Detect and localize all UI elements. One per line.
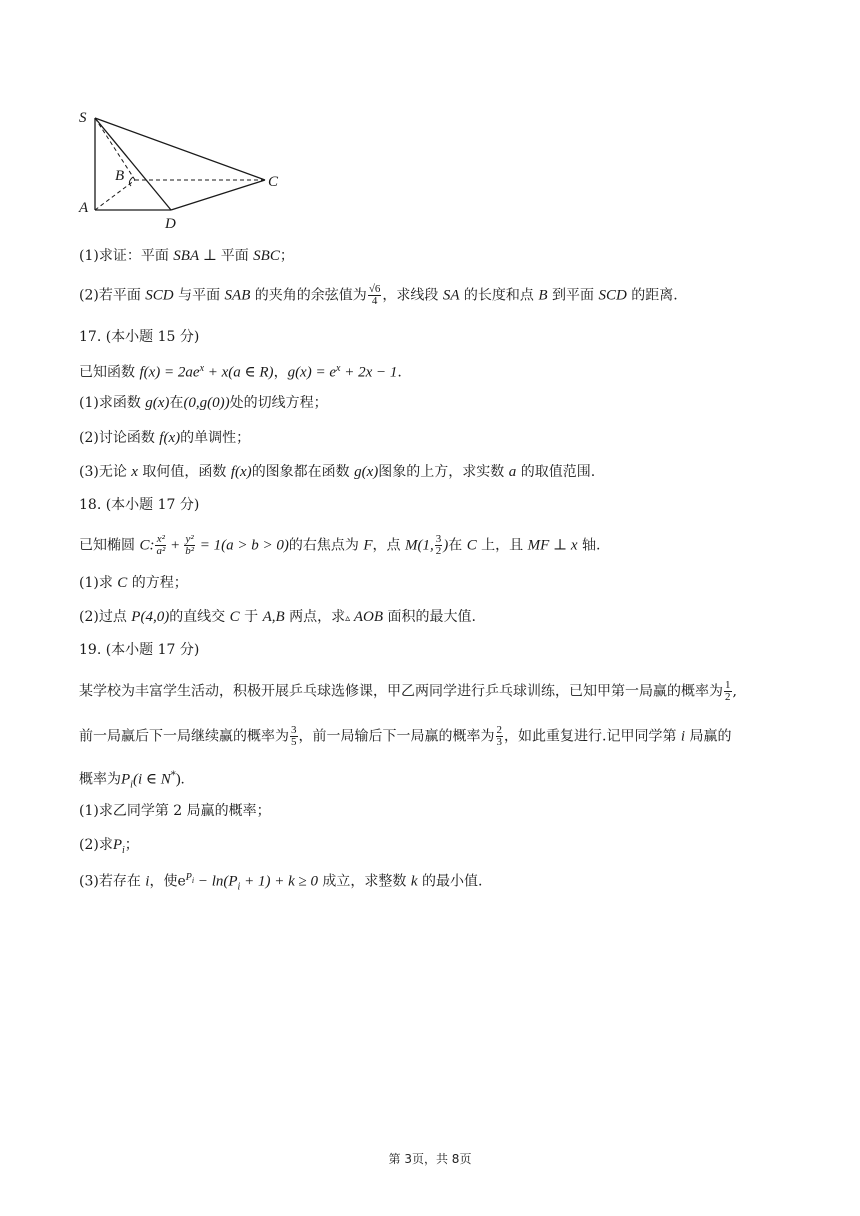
fraction-2-3: $\frac{2}{3}$ bbox=[496, 724, 502, 748]
label-b: B bbox=[115, 168, 125, 184]
fraction-x2-a2: $\frac{\text{x²}}{\text{a²}}$ bbox=[156, 533, 166, 557]
label-c: C bbox=[268, 174, 279, 190]
q18-header: 18. (本小题 17 分) bbox=[79, 497, 200, 513]
q19-part3: (3)若存在 i，使$e^{P_i} - \ln(P_i + 1) + k \ge 0$ 成立，求整数 k 的最小值. bbox=[79, 872, 483, 893]
label-d: D bbox=[165, 216, 176, 232]
fraction-3-5: $\frac{3}{5}$ bbox=[291, 724, 297, 748]
q19-line1: 某学校为丰富学生活动，积极开展乒乓球选修课，甲乙两同学进行乒乓球训练，已知甲第一局赢的概率为 $\frac{1}{2}$ , bbox=[79, 679, 737, 703]
q19-line2: 前一局赢后下一局继续赢的概率为 $\frac{3}{5}$ ，前一局输后下一局赢的概率为 $\frac{2}{3}$ ，如此重复进行.记甲同学第 i 局赢的 bbox=[79, 724, 732, 748]
q18-part1: (1)求 C 的方程； bbox=[79, 575, 188, 591]
triangle-symbol: ▵ bbox=[345, 613, 351, 624]
page-footer: 第 3页，共 8页 bbox=[388, 1152, 472, 1166]
q17-part1: (1)求函数 g(x)在(0,g(0))处的切线方程； bbox=[79, 395, 328, 411]
edge-ab bbox=[95, 180, 135, 210]
q17-part3: (3)无论 x 取何值，函数 f(x)的图象都在函数 g(x)图象的上方，求实数 a 的取值范围. bbox=[79, 464, 596, 480]
angle-mark bbox=[129, 177, 133, 186]
fraction-sqrt6-over-4: $\frac{√6}{4}$ bbox=[368, 283, 381, 307]
fraction-1-2: $\frac{1}{2}$ bbox=[725, 679, 731, 703]
q17-intro: 已知函数 $f(x) = 2ae^x + x(a$ ∈ R)，$g(x) = e^x + 2x - 1$. bbox=[79, 363, 402, 381]
fraction-3-2: $\frac{3}{2}$ bbox=[435, 533, 442, 557]
q16-part1: (1)求证：平面 SBA ⊥ 平面 SBC； bbox=[79, 248, 294, 264]
q16-part2: (2)若平面 SCD 与平面 SAB 的夹角的余弦值为 $\frac{√6}{4}$ ，求线段 SA 的长度和点 B 到平面 SCD 的距离. bbox=[79, 283, 678, 307]
q19-part1: (1)求乙同学第 2 局赢的概率； bbox=[79, 803, 271, 819]
q17-part2: (2)讨论函数 f(x)的单调性； bbox=[79, 430, 251, 446]
fraction-y2-b2: $\frac{\text{y²}}{\text{b²}}$ bbox=[185, 533, 195, 557]
edge-dc bbox=[171, 180, 265, 210]
label-s: S bbox=[79, 110, 87, 126]
q19-part2: (2)求$P_i$； bbox=[79, 837, 139, 856]
q17-header: 17. (本小题 15 分) bbox=[79, 329, 200, 345]
q19-line3: 概率为$P_i(i$ ∈ N*). bbox=[79, 770, 185, 791]
q18-intro: 已知椭圆 C: $\frac{\text{x²}}{\text{a²}}$ + $\frac{\text{y²}}{\text{b²}}$ = 1(a > b > 0)的右焦点为 F，点 M(1, $\frac{3}{2}$ )在 C 上，且 MF ⊥ x 轴. bbox=[79, 533, 601, 557]
label-a: A bbox=[79, 200, 89, 216]
q18-part2: (2)过点 P(4,0)的直线交 C 于 A,B 两点，求▵ AOB 面积的最大值. bbox=[79, 609, 476, 625]
pyramid-figure bbox=[75, 106, 295, 236]
q19-header: 19. (本小题 17 分) bbox=[79, 642, 200, 658]
